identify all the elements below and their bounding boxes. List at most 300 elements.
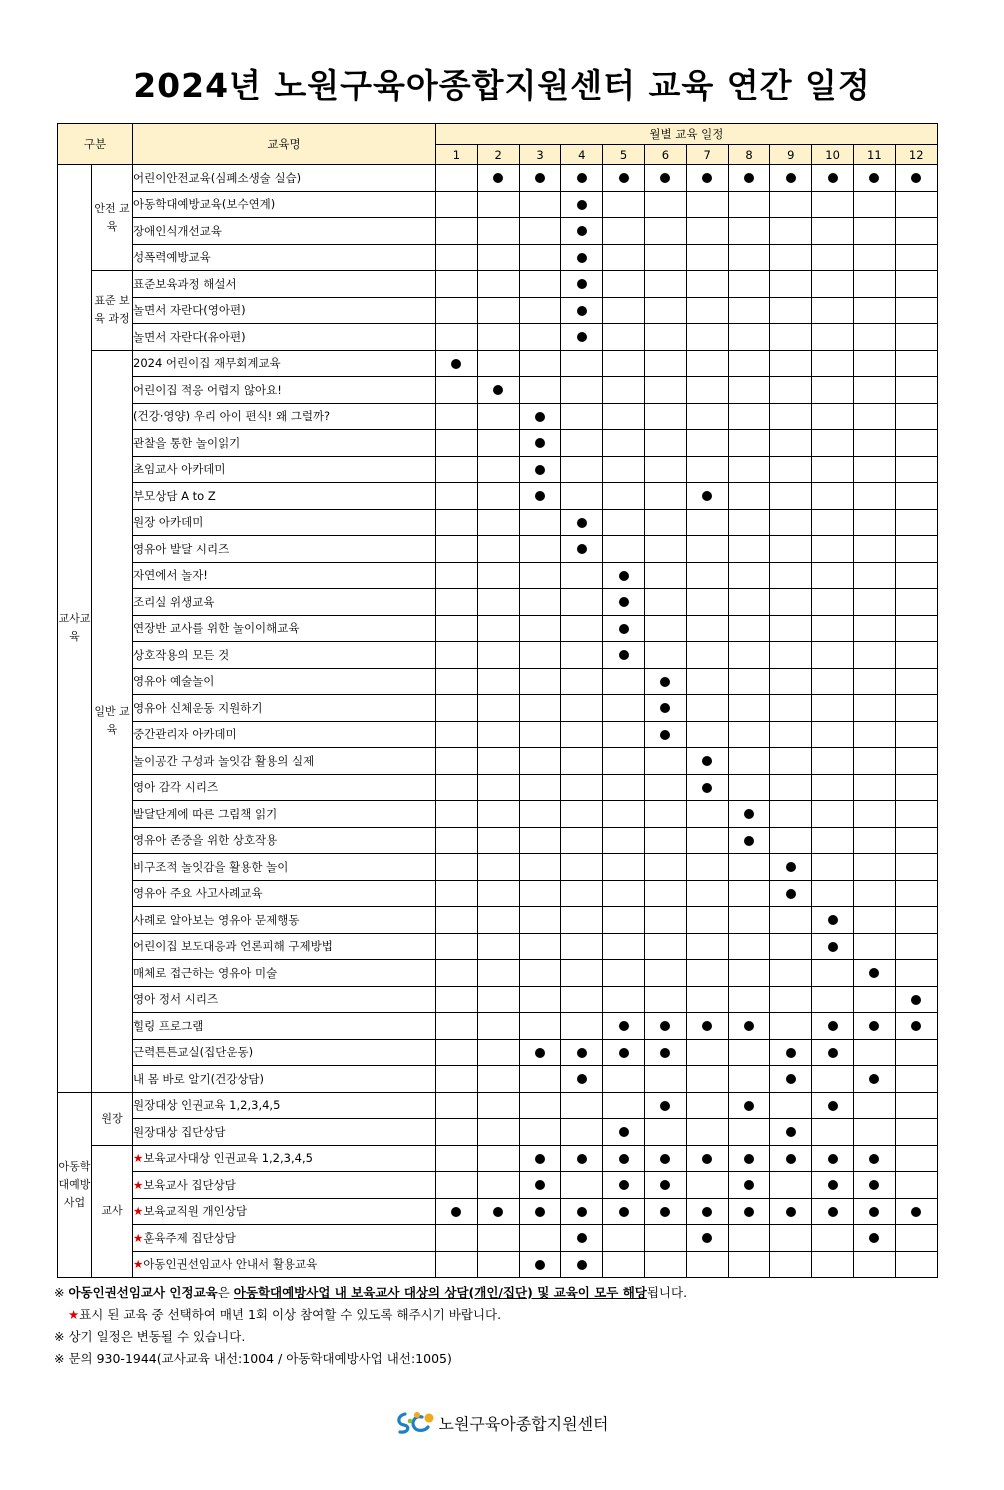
month-cell <box>686 350 728 377</box>
month-cell <box>686 668 728 695</box>
month-cell <box>686 933 728 960</box>
schedule-dot-icon <box>535 1260 545 1270</box>
month-cell <box>853 562 895 589</box>
schedule-dot-icon <box>619 1180 629 1190</box>
month-cell <box>812 615 854 642</box>
month-cell <box>519 297 561 324</box>
month-cell <box>644 509 686 536</box>
month-cell <box>812 1039 854 1066</box>
course-name-text: 성폭력예방교육 <box>133 250 211 265</box>
course-name-text: 비구조적 놀잇감을 활용한 놀이 <box>133 859 289 874</box>
month-cell <box>561 1119 603 1146</box>
month-cell <box>895 191 937 218</box>
month-cell <box>853 1172 895 1199</box>
course-name <box>133 483 436 510</box>
month-cell <box>895 748 937 775</box>
schedule-dot-icon <box>619 624 629 634</box>
month-cell <box>686 695 728 722</box>
schedule-dot-icon <box>535 1154 545 1164</box>
schedule-dot-icon <box>660 1180 670 1190</box>
schedule-dot-icon <box>828 1180 838 1190</box>
course-name-text: 중간관리자 아카데미 <box>133 727 237 742</box>
month-cell <box>770 1225 812 1252</box>
month-cell <box>519 509 561 536</box>
month-cell <box>853 774 895 801</box>
month-cell <box>770 1172 812 1199</box>
table-row <box>58 642 938 669</box>
month-cell <box>603 509 645 536</box>
month-cell <box>812 1066 854 1093</box>
month-cell <box>770 165 812 192</box>
month-cell <box>686 324 728 351</box>
month-cell <box>477 748 519 775</box>
month-cell <box>644 271 686 298</box>
month-header: 5 <box>603 145 645 165</box>
month-cell <box>436 1013 478 1040</box>
month-cell <box>644 721 686 748</box>
month-cell <box>895 536 937 563</box>
month-cell <box>519 191 561 218</box>
month-cell <box>728 986 770 1013</box>
month-cell <box>519 456 561 483</box>
course-name-text: 아동학대예방교육(보수연계) <box>133 197 276 212</box>
month-cell <box>728 377 770 404</box>
course-name <box>133 456 436 483</box>
month-cell <box>853 403 895 430</box>
month-cell <box>436 377 478 404</box>
month-cell <box>770 1066 812 1093</box>
month-cell <box>603 1145 645 1172</box>
month-cell <box>477 1092 519 1119</box>
schedule-dot-icon <box>619 1048 629 1058</box>
course-name <box>133 191 436 218</box>
month-cell <box>728 642 770 669</box>
month-cell <box>644 880 686 907</box>
month-cell <box>561 827 603 854</box>
month-cell <box>561 986 603 1013</box>
month-cell <box>770 536 812 563</box>
schedule-dot-icon <box>577 253 587 263</box>
month-cell <box>477 562 519 589</box>
course-name-text: 원장 아카데미 <box>133 515 204 530</box>
month-cell <box>603 615 645 642</box>
course-name <box>133 748 436 775</box>
month-cell <box>812 244 854 271</box>
course-name <box>133 297 436 324</box>
month-cell <box>561 297 603 324</box>
month-cell <box>436 403 478 430</box>
schedule-dot-icon <box>744 1207 754 1217</box>
month-cell <box>686 1013 728 1040</box>
month-cell <box>728 1251 770 1278</box>
month-cell <box>477 721 519 748</box>
table-row <box>58 483 938 510</box>
month-cell <box>519 907 561 934</box>
month-cell <box>895 483 937 510</box>
schedule-dot-icon <box>744 809 754 819</box>
month-cell <box>895 350 937 377</box>
month-cell <box>477 377 519 404</box>
month-cell <box>477 880 519 907</box>
month-cell <box>644 774 686 801</box>
month-cell <box>603 350 645 377</box>
schedule-dot-icon <box>786 1207 796 1217</box>
month-cell <box>686 907 728 934</box>
month-cell <box>728 562 770 589</box>
month-cell <box>477 297 519 324</box>
month-cell <box>895 1172 937 1199</box>
month-cell <box>561 668 603 695</box>
month-cell <box>561 589 603 616</box>
month-cell <box>436 668 478 695</box>
month-cell <box>895 218 937 245</box>
month-cell <box>644 297 686 324</box>
month-cell <box>477 456 519 483</box>
month-cell <box>519 774 561 801</box>
month-cell <box>436 642 478 669</box>
star-icon: ★ <box>68 1307 80 1322</box>
schedule-dot-icon <box>577 1048 587 1058</box>
month-cell <box>853 350 895 377</box>
month-cell <box>895 562 937 589</box>
month-cell <box>812 589 854 616</box>
month-cell <box>436 721 478 748</box>
schedule-dot-icon <box>535 465 545 475</box>
month-cell <box>519 695 561 722</box>
month-cell <box>812 562 854 589</box>
month-cell <box>644 748 686 775</box>
month-cell <box>728 244 770 271</box>
course-name <box>133 854 436 881</box>
month-cell <box>812 880 854 907</box>
month-cell <box>519 1066 561 1093</box>
schedule-dot-icon <box>786 1127 796 1137</box>
month-cell <box>812 297 854 324</box>
month-cell <box>603 456 645 483</box>
schedule-dot-icon <box>786 1048 796 1058</box>
month-cell <box>436 774 478 801</box>
course-name <box>133 1198 436 1225</box>
table-row <box>58 191 938 218</box>
month-cell <box>436 1198 478 1225</box>
course-name <box>133 960 436 987</box>
subgroup-label: 일반 교육 <box>92 350 133 1092</box>
month-cell <box>686 748 728 775</box>
month-cell <box>728 165 770 192</box>
note-1-detail: 아동학대예방사업 내 보육교사 대상의 상담(개인/집단) 및 교육이 모두 해당 <box>233 1285 647 1300</box>
table-row <box>58 1225 938 1252</box>
month-cell <box>895 589 937 616</box>
schedule-dot-icon <box>828 1207 838 1217</box>
schedule-dot-icon <box>911 1021 921 1031</box>
month-cell <box>561 615 603 642</box>
month-cell <box>477 642 519 669</box>
month-cell <box>770 589 812 616</box>
month-cell <box>728 854 770 881</box>
month-cell <box>770 244 812 271</box>
month-cell <box>686 165 728 192</box>
month-cell <box>812 642 854 669</box>
month-cell <box>853 615 895 642</box>
month-cell <box>812 827 854 854</box>
month-cell <box>812 1013 854 1040</box>
month-cell <box>644 350 686 377</box>
month-cell <box>770 774 812 801</box>
month-cell <box>477 1013 519 1040</box>
month-cell <box>519 589 561 616</box>
month-cell <box>728 1119 770 1146</box>
month-cell <box>644 562 686 589</box>
month-cell <box>519 483 561 510</box>
month-cell <box>603 907 645 934</box>
month-cell <box>561 1013 603 1040</box>
month-cell <box>686 377 728 404</box>
notes <box>54 1282 687 1370</box>
table-row <box>58 1013 938 1040</box>
month-cell <box>770 880 812 907</box>
month-cell <box>853 695 895 722</box>
month-cell <box>812 483 854 510</box>
month-cell <box>686 1172 728 1199</box>
month-header: 11 <box>853 145 895 165</box>
month-cell <box>519 350 561 377</box>
month-cell <box>603 642 645 669</box>
month-cell <box>477 589 519 616</box>
month-cell <box>561 403 603 430</box>
month-cell <box>603 880 645 907</box>
month-cell <box>895 668 937 695</box>
course-name <box>133 562 436 589</box>
month-cell <box>728 721 770 748</box>
course-name <box>133 615 436 642</box>
month-cell <box>644 827 686 854</box>
course-name <box>133 1225 436 1252</box>
month-cell <box>895 986 937 1013</box>
month-cell <box>477 986 519 1013</box>
header-schedule: 월별 교육 일정 <box>436 124 938 145</box>
month-cell <box>770 1013 812 1040</box>
month-cell <box>561 1225 603 1252</box>
course-name-text: 상호작용의 모든 것 <box>133 647 230 662</box>
table-row <box>58 456 938 483</box>
course-name-text: 초임교사 아카데미 <box>133 462 226 477</box>
month-cell <box>477 1066 519 1093</box>
course-name-text: 훈육주제 집단상담 <box>143 1230 236 1245</box>
month-cell <box>728 668 770 695</box>
month-cell <box>519 1198 561 1225</box>
course-name-text: 보육교직원 개인상담 <box>143 1204 247 1219</box>
month-cell <box>519 668 561 695</box>
course-name-text: 내 몸 바로 알기(건강상담) <box>133 1071 265 1086</box>
month-cell <box>770 483 812 510</box>
schedule-dot-icon <box>535 1180 545 1190</box>
course-name <box>133 986 436 1013</box>
schedule-dot-icon <box>493 173 503 183</box>
course-name <box>133 350 436 377</box>
month-cell <box>477 801 519 828</box>
month-cell <box>603 562 645 589</box>
month-cell <box>477 933 519 960</box>
course-name-text: 관찰을 통한 놀이읽기 <box>133 435 241 450</box>
month-cell <box>812 1119 854 1146</box>
month-cell <box>644 191 686 218</box>
month-cell <box>770 854 812 881</box>
month-cell <box>436 218 478 245</box>
table-row <box>58 271 938 298</box>
schedule-dot-icon <box>744 836 754 846</box>
month-cell <box>644 1145 686 1172</box>
month-cell <box>853 1251 895 1278</box>
schedule-dot-icon <box>535 1048 545 1058</box>
schedule-dot-icon <box>869 968 879 978</box>
schedule-dot-icon <box>619 1154 629 1164</box>
schedule-dot-icon <box>577 1154 587 1164</box>
month-cell <box>519 1119 561 1146</box>
month-cell <box>853 1119 895 1146</box>
month-cell <box>644 483 686 510</box>
month-cell <box>728 403 770 430</box>
month-cell <box>895 244 937 271</box>
schedule-dot-icon <box>451 1207 461 1217</box>
table-row <box>58 933 938 960</box>
footer-org: 노원구육아종합지원센터 <box>438 1414 609 1434</box>
month-cell <box>728 695 770 722</box>
table-row <box>58 774 938 801</box>
schedule-dot-icon <box>911 995 921 1005</box>
month-cell <box>519 1251 561 1278</box>
month-cell <box>895 1225 937 1252</box>
month-cell <box>686 430 728 457</box>
month-cell <box>561 271 603 298</box>
schedule-dot-icon <box>577 544 587 554</box>
course-name-text: 보육교사대상 인권교육 1,2,3,4,5 <box>143 1151 313 1166</box>
month-cell <box>436 1225 478 1252</box>
month-cell <box>436 324 478 351</box>
month-cell <box>603 854 645 881</box>
month-cell <box>853 430 895 457</box>
month-header: 1 <box>436 145 478 165</box>
month-cell <box>436 907 478 934</box>
month-cell <box>812 509 854 536</box>
course-name <box>133 721 436 748</box>
footer <box>0 1410 1004 1440</box>
month-cell <box>853 1092 895 1119</box>
table-row <box>58 1066 938 1093</box>
month-cell <box>853 1198 895 1225</box>
month-cell <box>436 1039 478 1066</box>
month-header: 7 <box>686 145 728 165</box>
month-cell <box>812 1145 854 1172</box>
course-name <box>133 165 436 192</box>
schedule-dot-icon <box>828 1048 838 1058</box>
schedule-dot-icon <box>660 1154 670 1164</box>
course-name-text: 근력튼튼교실(집단운동) <box>133 1045 254 1060</box>
month-cell <box>853 1225 895 1252</box>
schedule-dot-icon <box>619 173 629 183</box>
month-cell <box>436 297 478 324</box>
table-row <box>58 536 938 563</box>
month-cell <box>770 1198 812 1225</box>
month-cell <box>644 403 686 430</box>
group-label: 아동학대예방사업 <box>58 1092 92 1278</box>
course-name-text: 표준보육과정 해설서 <box>133 276 237 291</box>
course-name-text: 어린이안전교육(심폐소생술 실습) <box>133 170 302 185</box>
month-cell <box>812 536 854 563</box>
schedule-dot-icon <box>744 1154 754 1164</box>
month-cell <box>644 377 686 404</box>
month-cell <box>519 403 561 430</box>
month-cell <box>477 1225 519 1252</box>
table-row <box>58 960 938 987</box>
month-cell <box>895 774 937 801</box>
month-cell <box>686 244 728 271</box>
table-row <box>58 509 938 536</box>
month-cell <box>519 615 561 642</box>
schedule-dot-icon <box>619 571 629 581</box>
table-row <box>58 350 938 377</box>
month-header: 10 <box>812 145 854 165</box>
month-cell <box>895 880 937 907</box>
month-cell <box>853 1066 895 1093</box>
month-cell <box>477 324 519 351</box>
month-cell <box>686 1198 728 1225</box>
month-cell <box>853 271 895 298</box>
month-cell <box>436 986 478 1013</box>
month-cell <box>561 191 603 218</box>
month-cell <box>561 801 603 828</box>
month-cell <box>603 960 645 987</box>
month-cell <box>770 748 812 775</box>
month-cell <box>603 1066 645 1093</box>
schedule-dot-icon <box>577 1207 587 1217</box>
month-cell <box>644 430 686 457</box>
month-header: 6 <box>644 145 686 165</box>
month-cell <box>436 165 478 192</box>
course-name-text: 장애인식개선교육 <box>133 223 222 238</box>
month-cell <box>436 191 478 218</box>
month-cell <box>436 827 478 854</box>
table-row <box>58 1145 938 1172</box>
schedule-dot-icon <box>744 1101 754 1111</box>
month-cell <box>477 350 519 377</box>
month-cell <box>561 562 603 589</box>
month-cell <box>895 854 937 881</box>
month-header: 8 <box>728 145 770 165</box>
course-name-text: 놀면서 자란다(영아편) <box>133 303 246 318</box>
schedule-dot-icon <box>786 1154 796 1164</box>
month-cell <box>436 933 478 960</box>
month-cell <box>436 615 478 642</box>
month-cell <box>477 1251 519 1278</box>
table-row <box>58 1039 938 1066</box>
month-cell <box>853 668 895 695</box>
schedule-dot-icon <box>702 1154 712 1164</box>
month-cell <box>561 933 603 960</box>
month-cell <box>519 933 561 960</box>
month-cell <box>895 642 937 669</box>
schedule-dot-icon <box>535 1207 545 1217</box>
schedule-dot-icon <box>660 730 670 740</box>
month-cell <box>477 695 519 722</box>
month-cell <box>895 271 937 298</box>
course-name <box>133 271 436 298</box>
month-cell <box>603 1119 645 1146</box>
month-cell <box>686 721 728 748</box>
month-cell <box>436 1119 478 1146</box>
month-cell <box>561 721 603 748</box>
course-name-text: 영유아 예술놀이 <box>133 674 215 689</box>
month-cell <box>686 1039 728 1066</box>
